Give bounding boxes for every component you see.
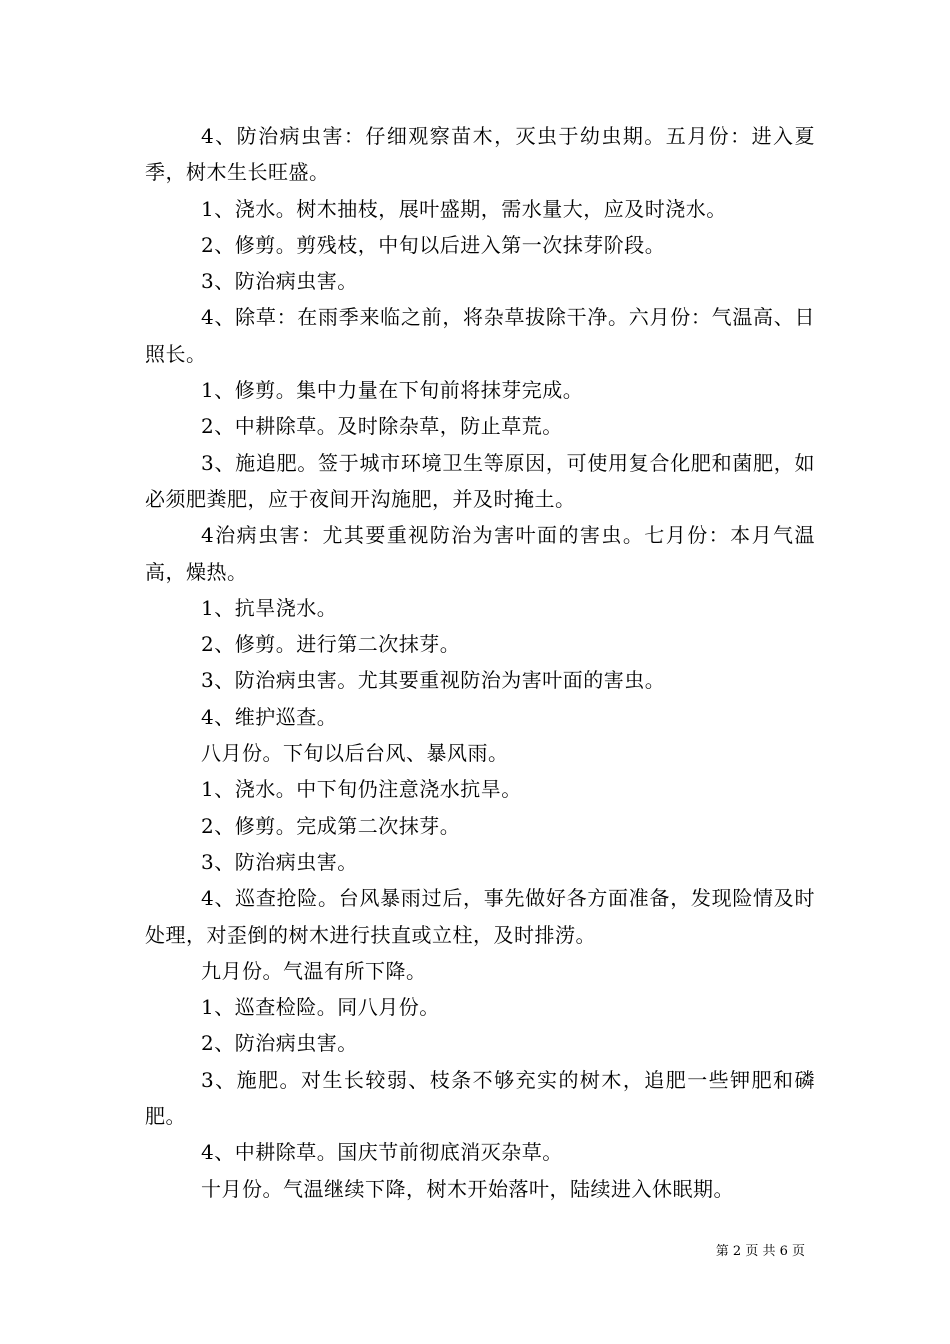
paragraph: 2、修剪。剪残枝，中旬以后进入第一次抹芽阶段。: [201, 232, 666, 257]
paragraph: 3、施追肥。签于城市环境卫生等原因，可使用复合化肥和菌肥，如必须肥粪肥，应于夜间开沟施肥，并及时掩土。: [145, 450, 815, 511]
page-number-footer: 第 2 页 共 6 页: [715, 1244, 805, 1259]
paragraph: 1、浇水。中下旬仍注意浇水抗旱。: [201, 777, 522, 802]
paragraph: 十月份。气温继续下降，树木开始落叶，陆续进入休眠期。: [201, 1176, 734, 1201]
paragraph: 4、防治病虫害：仔细观察苗木，灭虫于幼虫期。五月份：进入夏季，树木生长旺盛。: [145, 124, 815, 185]
paragraph: 2、中耕除草。及时除杂草，防止草荒。: [201, 414, 563, 439]
paragraph: 1、抗旱浇水。: [201, 595, 338, 620]
paragraph: 八月份。下旬以后台风、暴风雨。: [201, 741, 509, 766]
paragraph: 4、巡查抢险。台风暴雨过后，事先做好各方面准备，发现险情及时处理，对歪倒的树木进行扶直或立柱，及时排涝。: [145, 886, 815, 947]
paragraph: 4、除草：在雨季来临之前，将杂草拔除干净。六月份：气温高、日照长。: [145, 305, 815, 366]
paragraph: 2、修剪。完成第二次抹芽。: [201, 813, 461, 838]
paragraph: 九月份。气温有所下降。: [201, 958, 427, 983]
paragraph: 1、修剪。集中力量在下旬前将抹芽完成。: [201, 378, 584, 403]
paragraph: 4、中耕除草。国庆节前彻底消灭杂草。: [201, 1140, 563, 1165]
paragraph: 4治病虫害：尤其要重视防治为害叶面的害虫。七月份：本月气温高，燥热。: [145, 523, 815, 584]
paragraph: 2、修剪。进行第二次抹芽。: [201, 632, 461, 657]
paragraph: 4、维护巡查。: [201, 704, 338, 729]
paragraph: 2、防治病虫害。: [201, 1031, 358, 1056]
paragraph: 3、防治病虫害。尤其要重视防治为害叶面的害虫。: [201, 668, 666, 693]
paragraph: 3、施肥。对生长较弱、枝条不够充实的树木，追肥一些钾肥和磷肥。: [145, 1067, 815, 1129]
paragraph: 1、浇水。树木抽枝，展叶盛期，需水量大，应及时浇水。: [201, 196, 727, 221]
paragraph: 3、防治病虫害。: [201, 849, 358, 874]
paragraph: 1、巡查检险。同八月份。: [201, 995, 440, 1020]
document-body: [145, 118, 815, 1207]
paragraph: 3、防治病虫害。: [201, 269, 358, 294]
